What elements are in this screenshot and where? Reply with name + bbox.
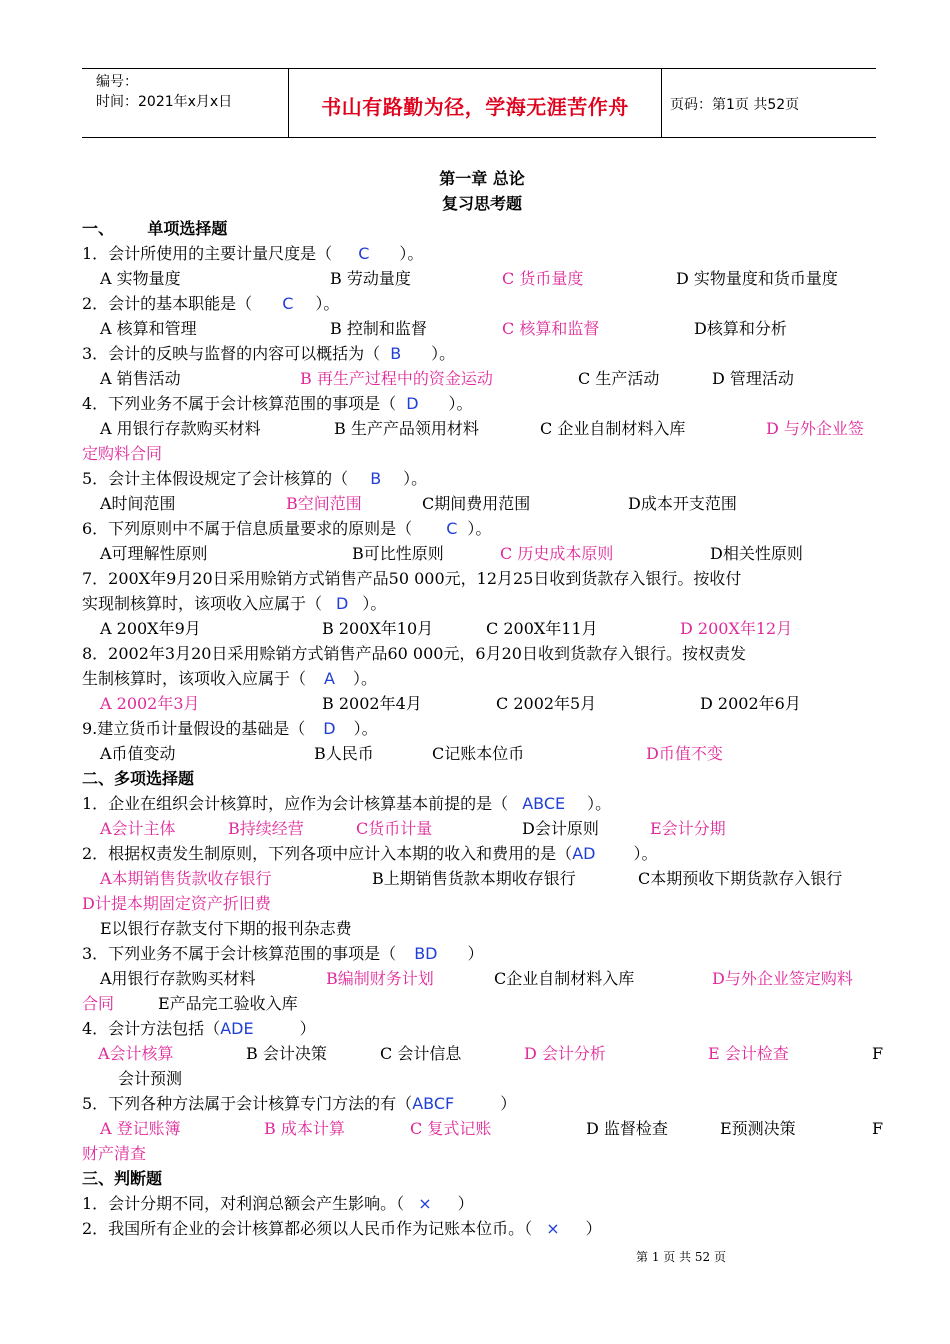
section-heading-single: 一、 单项选择题 — [82, 219, 228, 238]
header-meta — [82, 69, 288, 137]
option-d: D币值不变 — [646, 744, 723, 763]
question-5 — [82, 466, 882, 491]
option-b: B 200X年10月 — [322, 619, 434, 638]
options-row — [82, 1116, 882, 1141]
question-end: ） — [457, 1194, 474, 1213]
option-b: B 2002年4月 — [322, 694, 422, 713]
option-a: A 200X年9月 — [100, 619, 201, 638]
answer: ABCE — [522, 794, 566, 813]
page-footer: 第 1 页 共 52 页 — [636, 1250, 726, 1264]
answer: D — [406, 394, 419, 413]
answer: D — [336, 594, 349, 613]
option-d: D 与外企业签 — [766, 419, 864, 438]
option-b: B持续经营 — [228, 819, 304, 838]
option-f: F — [872, 1044, 884, 1063]
answer: B — [370, 469, 382, 488]
options-row — [82, 366, 882, 391]
option-d: D计提本期固定资产折旧费 — [82, 894, 271, 913]
question-text: 5．下列各种方法属于会计核算专门方法的有（ — [82, 1094, 413, 1113]
option-a: A 销售活动 — [100, 369, 181, 388]
options-row — [82, 316, 882, 341]
question-end: ） — [299, 1019, 316, 1038]
answer: ABCF — [412, 1094, 455, 1113]
page-header — [82, 68, 876, 138]
option-d: D 监督检查 — [586, 1119, 668, 1138]
chapter-title: 第一章 总论 — [439, 169, 525, 188]
question-text: 实现制核算时，该项收入应属于（ — [82, 594, 323, 613]
question-text: 1．企业在组织会计核算时，应作为会计核算基本前提的是（ — [82, 794, 509, 813]
option-f: F — [872, 1119, 884, 1138]
answer: C — [358, 244, 370, 263]
question-end: ）。 — [587, 794, 612, 813]
options-row — [82, 866, 882, 891]
options-row — [82, 691, 882, 716]
option-c: C 生产活动 — [578, 369, 660, 388]
options-row — [82, 491, 882, 516]
option-c: C 历史成本原则 — [500, 544, 614, 563]
option-a: A 用银行存款购买材料 — [100, 419, 261, 438]
option-a: A用银行存款购买材料 — [100, 969, 256, 988]
option-e: E 会计检查 — [708, 1044, 789, 1063]
option-b: B 再生产过程中的资金运动 — [300, 369, 493, 388]
option-a: A时间范围 — [100, 494, 176, 513]
option-a: A 核算和管理 — [100, 319, 197, 338]
option-c: C期间费用范围 — [422, 494, 531, 513]
option-c: C 会计信息 — [380, 1044, 462, 1063]
judge-question-2 — [82, 1216, 882, 1241]
answer: A — [324, 669, 335, 688]
option-c: C 复式记账 — [410, 1119, 492, 1138]
question-end: ）。 — [633, 844, 658, 863]
option-c: C 货币量度 — [502, 269, 584, 288]
option-e: E产品完工验收入库 — [158, 994, 298, 1013]
time-label: 时间：2021年x月x日 — [96, 94, 233, 110]
section-heading-judge: 三、判断题 — [82, 1169, 163, 1188]
option-d-continued: 合同 — [82, 994, 115, 1013]
question-end: ）。 — [362, 594, 387, 613]
section-title: 复习思考题 — [441, 194, 522, 213]
answer: × — [546, 1219, 560, 1238]
multi-question-5 — [82, 1091, 882, 1116]
question-end: ）。 — [315, 294, 340, 313]
question-2 — [82, 291, 882, 316]
question-7: 7．200X年9月20日采用赊销方式销售产品50 000元，12月25日收到货款存入银行。按收付 — [82, 569, 742, 588]
question-text: 生制核算时，该项收入应属于（ — [82, 669, 307, 688]
option-f-continued: 会计预测 — [118, 1069, 183, 1088]
options-row — [82, 741, 882, 766]
question-end: ） — [500, 1094, 517, 1113]
option-d-continued: 定购料合同 — [82, 444, 163, 463]
question-text: 5．会计主体假设规定了会计核算的（ — [82, 469, 349, 488]
option-c: C记账本位币 — [432, 744, 525, 763]
answer: ADE — [220, 1019, 254, 1038]
question-8: 8．2002年3月20日采用赊销方式销售产品60 000元，6月20日收到货款存入银行。按权责发 — [82, 644, 746, 663]
option-c: C 企业自制材料入库 — [540, 419, 686, 438]
option-b: B 劳动量度 — [330, 269, 411, 288]
option-d: D会计原则 — [522, 819, 599, 838]
option-d: D核算和分析 — [694, 319, 787, 338]
question-7-continued — [82, 591, 882, 616]
option-a: A本期销售货款收存银行 — [100, 869, 272, 888]
option-b: B可比性原则 — [352, 544, 444, 563]
option-b: B 成本计算 — [264, 1119, 345, 1138]
option-d: D与外企业签定购料 — [712, 969, 853, 988]
question-end: ）。 — [352, 669, 377, 688]
option-c: C本期预收下期货款存入银行 — [638, 869, 843, 888]
option-a: A 2002年3月 — [100, 694, 200, 713]
multi-question-1 — [82, 791, 882, 816]
answer: D — [323, 719, 336, 738]
option-a: A 登记账簿 — [100, 1119, 181, 1138]
option-d: D相关性原则 — [710, 544, 803, 563]
option-e: E以银行存款支付下期的报刊杂志费 — [100, 919, 352, 938]
question-text: 3．下列业务不属于会计核算范围的事项是（ — [82, 944, 397, 963]
option-b: B人民币 — [314, 744, 374, 763]
question-text: 2．会计的基本职能是（ — [82, 294, 253, 313]
question-6 — [82, 516, 882, 541]
option-b: B上期销售货款本期收存银行 — [372, 869, 576, 888]
option-d: D 200X年12月 — [680, 619, 793, 638]
option-a: A会计主体 — [100, 819, 176, 838]
answer: C — [282, 294, 294, 313]
options-row — [82, 616, 882, 641]
header-motto-cell — [288, 69, 662, 137]
option-c: C 2002年5月 — [496, 694, 597, 713]
option-c: C 核算和监督 — [502, 319, 600, 338]
options-row — [82, 1041, 882, 1066]
question-text: 2．根据权责发生制原则，下列各项中应计入本期的收入和费用的是（ — [82, 844, 573, 863]
options-row — [82, 966, 882, 991]
option-d: D 实物量度和货币量度 — [676, 269, 838, 288]
options-row — [82, 816, 882, 841]
options-row-continued — [82, 991, 882, 1016]
question-8-continued — [82, 666, 882, 691]
question-3 — [82, 341, 882, 366]
option-c: C货币计量 — [356, 819, 433, 838]
option-d: D成本开支范围 — [628, 494, 737, 513]
question-text: 4．下列业务不属于会计核算范围的事项是（ — [82, 394, 397, 413]
question-4 — [82, 391, 882, 416]
option-b: B编制财务计划 — [326, 969, 434, 988]
question-text: 1．会计分期不同，对利润总额会产生影响。（ — [82, 1194, 405, 1213]
option-e: E会计分期 — [650, 819, 726, 838]
page-code: 页码：第1页 共52页 — [670, 97, 800, 113]
option-a: A可理解性原则 — [100, 544, 208, 563]
question-end: ）。 — [431, 344, 456, 363]
options-row — [82, 416, 882, 441]
option-d: D 会计分析 — [524, 1044, 606, 1063]
question-end: ）。 — [467, 519, 492, 538]
question-text: 4．会计方法包括（ — [82, 1019, 221, 1038]
question-1 — [82, 241, 882, 266]
options-row — [82, 541, 882, 566]
option-d: D 管理活动 — [712, 369, 794, 388]
option-d: D 2002年6月 — [700, 694, 801, 713]
motto: 书山有路勤为径，学海无涯苦作舟 — [321, 95, 629, 119]
question-end: ）。 — [353, 719, 378, 738]
option-a: A会计核算 — [98, 1044, 174, 1063]
multi-question-3 — [82, 941, 882, 966]
multi-question-4 — [82, 1016, 882, 1041]
options-row — [82, 266, 882, 291]
option-f-continued: 财产清查 — [82, 1144, 147, 1163]
answer: AD — [572, 844, 596, 863]
question-end: ） — [467, 944, 484, 963]
question-text: 6．下列原则中不属于信息质量要求的原则是（ — [82, 519, 413, 538]
option-a: A币值变动 — [100, 744, 176, 763]
question-end: ）。 — [399, 244, 424, 263]
option-e: E预测决策 — [720, 1119, 796, 1138]
option-a: A 实物量度 — [100, 269, 181, 288]
question-9 — [82, 716, 882, 741]
section-heading-multi: 二、多项选择题 — [82, 769, 195, 788]
question-text: 3．会计的反映与监督的内容可以概括为（ — [82, 344, 381, 363]
header-page-cell — [662, 69, 876, 137]
option-b: B 生产产品领用材料 — [334, 419, 479, 438]
question-text: 1．会计所使用的主要计量尺度是（ — [82, 244, 333, 263]
question-text: 2．我国所有企业的会计核算都必须以人民币作为记账本位币。（ — [82, 1219, 533, 1238]
option-b: B 会计决策 — [246, 1044, 327, 1063]
multi-question-2 — [82, 841, 882, 866]
question-text: 9.建立货币计量假设的基础是（ — [82, 719, 306, 738]
answer: B — [390, 344, 402, 363]
option-c: C企业自制材料入库 — [494, 969, 635, 988]
option-c: C 200X年11月 — [486, 619, 598, 638]
number-label: 编号： — [96, 74, 138, 90]
question-end: ）。 — [448, 394, 473, 413]
option-b: B空间范围 — [286, 494, 362, 513]
question-end: ）。 — [403, 469, 428, 488]
answer: C — [446, 519, 458, 538]
document-body — [82, 166, 882, 1241]
option-b: B 控制和监督 — [330, 319, 427, 338]
answer: × — [418, 1194, 432, 1213]
judge-question-1 — [82, 1191, 882, 1216]
question-end: ） — [585, 1219, 602, 1238]
answer: BD — [414, 944, 438, 963]
